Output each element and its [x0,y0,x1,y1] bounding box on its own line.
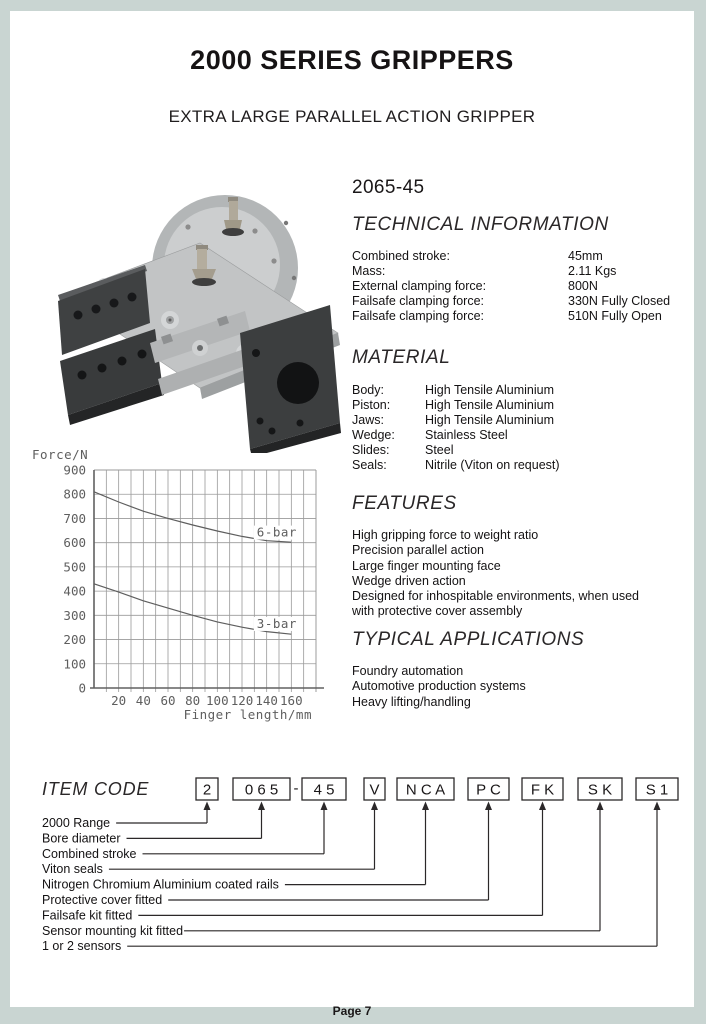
y-tick-label: 200 [63,632,86,648]
spec-value: Steel [425,442,454,457]
y-tick-label: 500 [63,559,86,575]
spec-label: Combined stroke: [352,249,450,263]
y-axis-title: Force/N [32,447,89,462]
y-tick-label: 700 [63,510,86,526]
arrow-head [485,802,492,811]
item-code-label: Combined stroke [42,846,137,861]
arrow-head [654,802,661,811]
spec-label: External clamping force: [352,278,487,293]
spec-label: Failsafe clamping force: [352,293,485,308]
spec-row [352,249,682,264]
feature-item: Precision parallel action [352,543,485,558]
spec-label: Piston: [352,397,391,412]
force-chart-svg [20,440,350,735]
application-item: Foundry automation [352,664,464,678]
arrow-head [597,802,604,811]
spec-value: Stainless Steel [425,427,508,442]
item-code-box-text: 2 [202,781,212,799]
spec-value: 45mm [568,249,603,263]
spec-row [352,264,682,279]
spec-label: Seals: [352,457,387,472]
item-code-box-text: P C [476,781,501,799]
applications-list [352,664,664,710]
spec-row [352,413,682,428]
item-code-label: 2000 Range [42,816,111,830]
spec-row [352,443,682,458]
typical-applications-heading: TYPICAL APPLICATIONS [352,629,585,650]
product-photo [50,183,345,453]
arrow-head [371,802,378,811]
x-tick-label: 120 [230,693,254,708]
x-tick-label: 160 [280,693,303,708]
spec-row [352,458,682,473]
page-title: 2000 SERIES GRIPPERS [190,45,514,75]
item-code-separator: - [293,780,299,797]
feature-item: Large finger mounting face [352,558,501,573]
y-tick-label: 400 [63,583,86,599]
arrow-head [204,802,211,811]
spec-value: 510N Fully Open [568,308,662,323]
y-tick-label: 900 [63,462,86,478]
technical-information-heading: TECHNICAL INFORMATION [352,214,609,235]
item-code-diagram [10,769,694,979]
technical-information-table [352,249,682,324]
item-code-label: Nitrogen Chromium Aluminium coated rails [42,877,279,892]
y-tick-label: 300 [63,607,86,623]
x-tick-label: 60 [160,693,176,708]
application-item: Automotive production systems [352,679,526,694]
x-tick-label: 140 [255,693,278,708]
item-code-label: Failsafe kit fitted [42,908,133,923]
spec-row [352,309,682,324]
spec-row [352,294,682,309]
item-code-heading: ITEM CODE [42,779,150,799]
spec-value: High Tensile Aluminium [425,412,554,427]
material-heading: MATERIAL [352,347,451,368]
y-tick-label: 0 [78,680,86,696]
y-tick-label: 600 [63,535,86,551]
item-code-label: Bore diameter [42,831,121,846]
feature-item: Wedge driven action [352,573,466,588]
series-label: 3-bar [256,615,297,631]
y-tick-label: 800 [63,486,86,502]
datasheet-page [10,11,694,1018]
spec-label: Body: [352,383,384,397]
spec-row [352,279,682,294]
y-tick-label: 100 [63,656,86,672]
arrow-head [422,802,429,811]
page-number: Page 7 [332,1004,372,1018]
item-code-box-text: S 1 [645,781,669,799]
feature-item: Designed for inhospitable environments, when used with protective cover assembly [352,589,639,619]
spec-value: High Tensile Aluminium [425,383,554,397]
model-number: 2065-45 [352,177,425,198]
material-table [352,383,682,472]
spec-label: Failsafe clamping force: [352,308,485,323]
spec-label: Mass: [352,263,386,278]
item-code-label: Sensor mounting kit fitted [42,923,184,938]
spec-label: Wedge: [352,427,395,442]
spec-value: High Tensile Aluminium [425,397,554,412]
spec-label: Slides: [352,442,390,457]
application-item: Heavy lifting/handling [352,694,471,709]
force-chart [20,440,350,735]
spec-value: Nitrile (Viton on request) [425,457,560,472]
spec-label: Jaws: [352,412,384,427]
item-code-box-text: F K [530,781,555,799]
spec-row [352,383,682,398]
x-tick-label: 40 [135,693,151,708]
feature-item: High gripping force to weight ratio [352,528,539,542]
arrow-head [258,802,265,811]
item-code-label: 1 or 2 sensors [42,939,122,954]
spec-value: 800N [568,278,598,293]
item-code-box-text: 4 5 [313,781,335,799]
arrow-head [539,802,546,811]
spec-row [352,428,682,443]
item-code-box-text: 0 6 5 [244,781,279,799]
features-list [352,528,664,620]
item-code-box-text: V [369,781,380,799]
item-code-label: Viton seals [42,862,103,877]
item-code-label: Protective cover fitted [42,893,163,907]
item-code-box-text: S K [587,781,613,799]
item-code-box-text: N C A [405,781,446,799]
features-heading: FEATURES [352,493,457,514]
series-label: 6-bar [256,524,297,540]
spec-value: 2.11 Kgs [568,263,617,278]
x-tick-label: 80 [185,693,201,708]
page-subtitle: EXTRA LARGE PARALLEL ACTION GRIPPER [168,107,536,126]
spec-row [352,398,682,413]
gripper-illustration [50,183,345,453]
arrow-head [321,802,328,811]
x-tick-label: 100 [206,693,229,708]
x-tick-label: 20 [111,693,127,708]
spec-value: 330N Fully Closed [568,293,671,308]
x-axis-title: Finger length/mm [183,707,312,722]
